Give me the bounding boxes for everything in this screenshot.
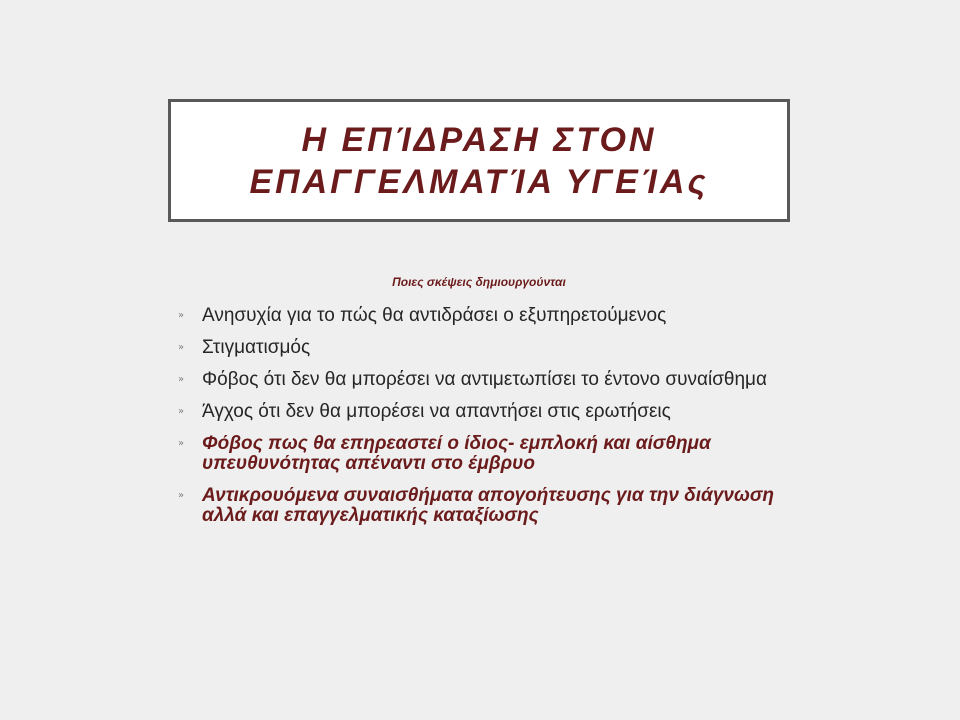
bullet-item [176, 370, 776, 390]
bullet-icon: » [178, 406, 185, 417]
title-box [168, 99, 790, 222]
subheading: Ποιες σκέψεις δημιουργούνται [392, 275, 566, 289]
bullet-icon: » [178, 310, 185, 321]
bullet-item [176, 306, 776, 326]
bullet-icon: » [178, 438, 185, 449]
bullet-item-emphasis [176, 486, 776, 526]
title-line-1: Η ΕΠΊΔΡΑΣΗ ΣΤΟΝ [301, 120, 657, 159]
bullet-icon: » [178, 490, 185, 501]
bullet-icon: » [178, 374, 185, 385]
bullet-text: Στιγματισμός [202, 337, 311, 358]
title-line-2: ΕΠΑΓΓΕΛΜΑΤΊΑ ΥΓΕΊΑς [249, 162, 709, 201]
bullet-list [176, 306, 776, 538]
bullet-item [176, 402, 776, 422]
bullet-text: Ανησυχία για το πώς θα αντιδράσει ο εξυπηρετούμενος [202, 305, 667, 326]
bullet-icon: » [178, 342, 185, 353]
bullet-text: Άγχος ότι δεν θα μπορέσει να απαντήσει στις ερωτήσεις [202, 401, 671, 422]
bullet-item [176, 338, 776, 358]
bullet-text: Φόβος πως θα επηρεαστεί ο ίδιος- εμπλοκή και αίσθημα υπευθυνότητας απέναντι στο έμβρυο [202, 433, 711, 474]
bullet-text: Αντικρουόμενα συναισθήματα απογοήτευσης για την διάγνωση αλλά και επαγγελματικής καταξίωσης [202, 485, 775, 526]
bullet-item-emphasis [176, 434, 776, 474]
bullet-text: Φόβος ότι δεν θα μπορέσει να αντιμετωπίσει το έντονο συναίσθημα [202, 369, 767, 390]
slide-title [249, 119, 708, 203]
